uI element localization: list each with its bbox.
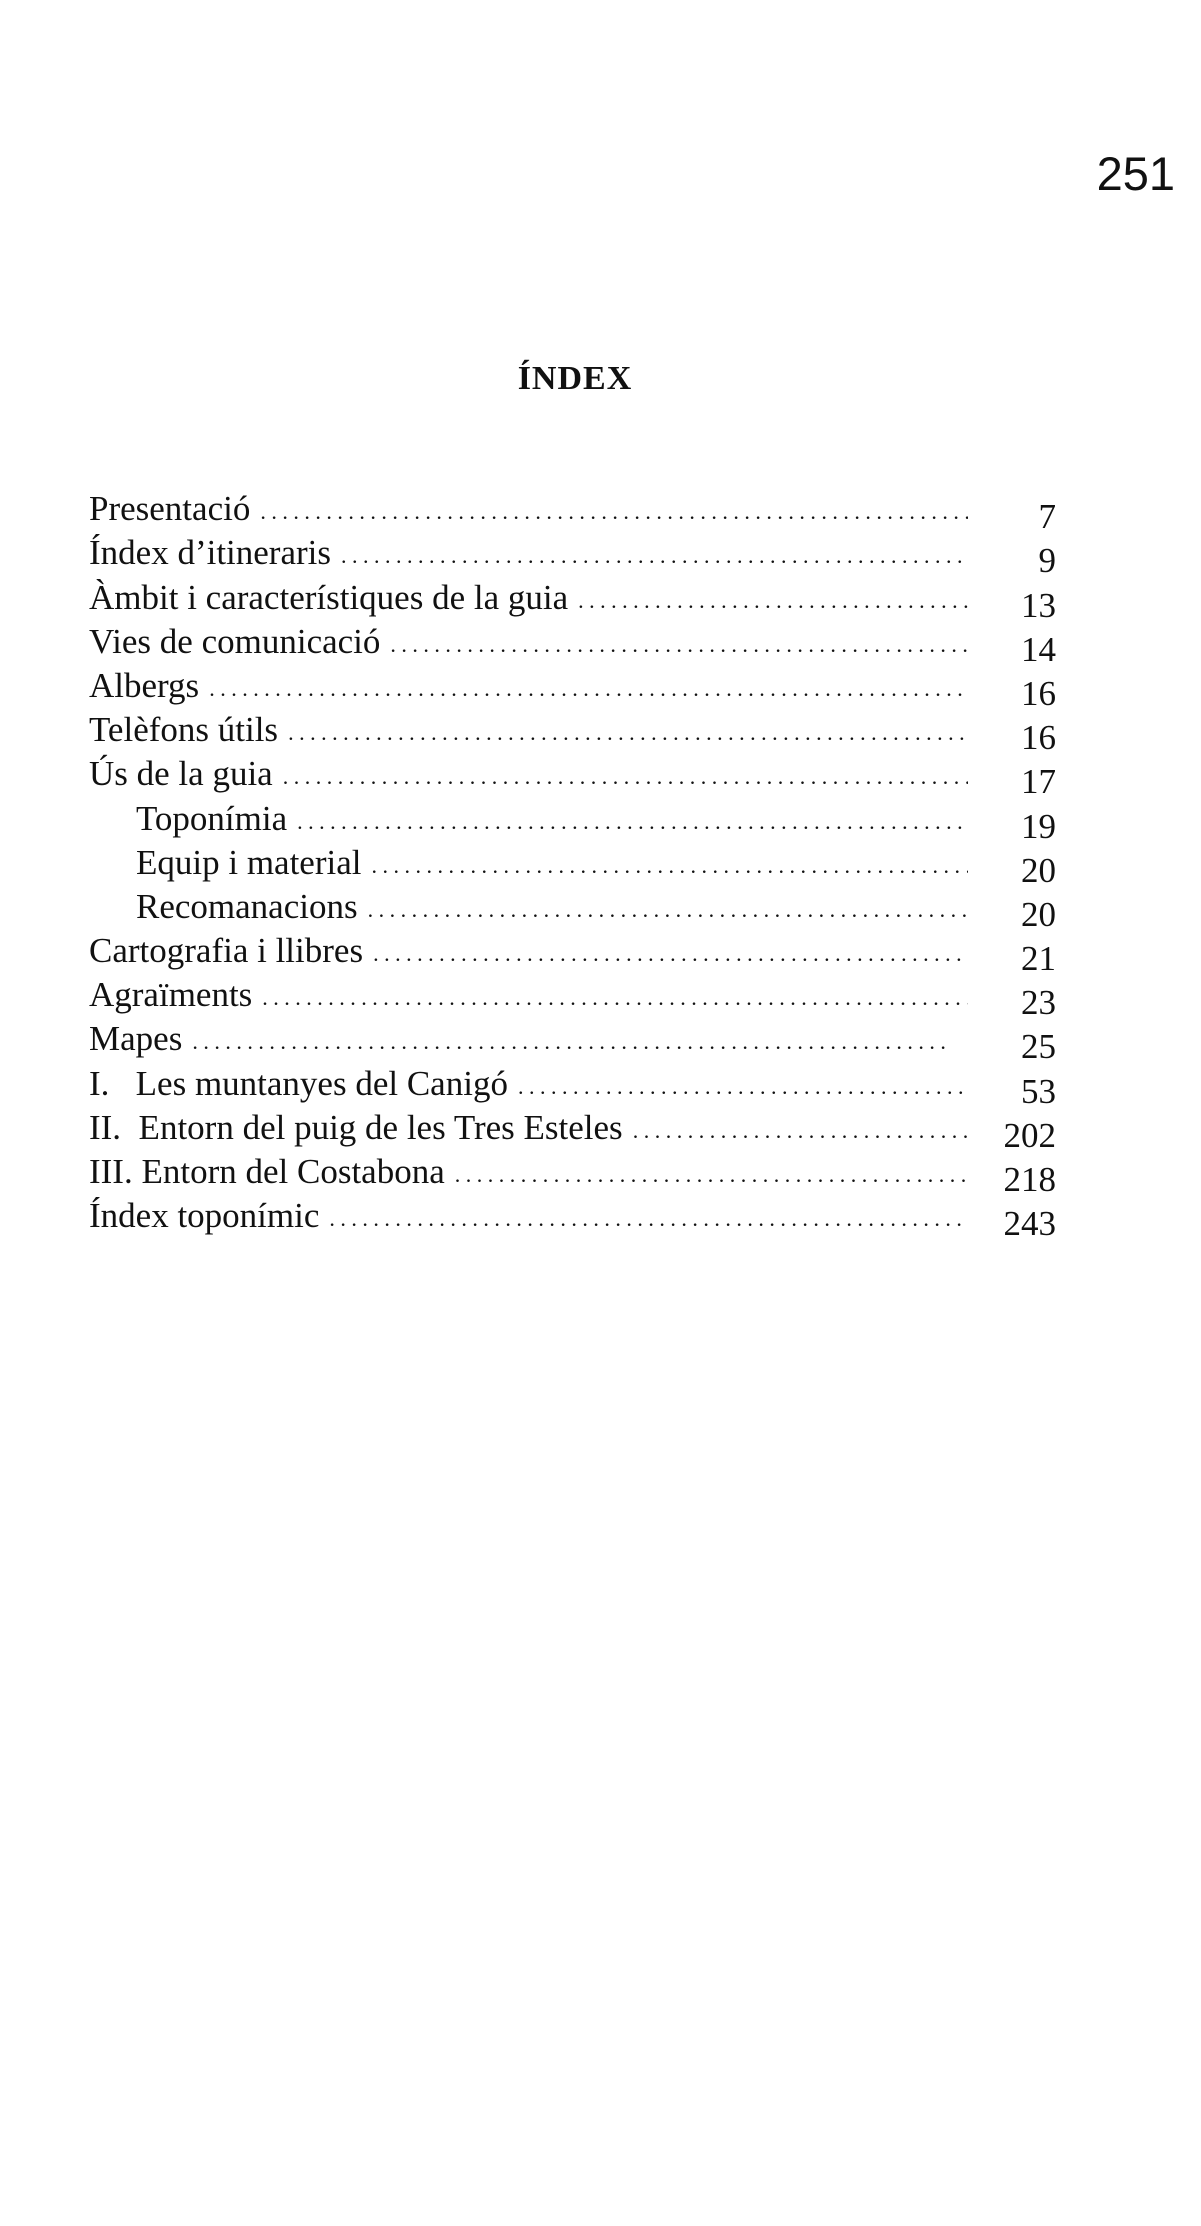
toc-entry-page: 243 <box>1003 1204 1056 1244</box>
toc-entry-page: 202 <box>1003 1115 1056 1155</box>
toc-entry <box>89 1106 1056 1155</box>
toc-entry-page: 9 <box>1038 541 1056 581</box>
dot-leader <box>455 1160 968 1190</box>
toc-entry <box>89 575 1056 625</box>
toc-entry-label: Albergs <box>89 665 200 705</box>
toc-entry-page: 218 <box>1003 1160 1056 1199</box>
dot-leader <box>390 630 968 660</box>
dot-leader <box>260 497 968 527</box>
toc-entry <box>89 1017 1056 1067</box>
dot-leader <box>578 586 968 616</box>
dot-leader <box>192 1027 968 1057</box>
toc-entry <box>89 620 1056 669</box>
dot-leader <box>262 983 968 1013</box>
toc-entry-label: I. Les muntanyes del Canigó <box>89 1063 508 1103</box>
toc-entry-label: Índex toponímic <box>89 1196 320 1236</box>
toc-entry <box>89 1194 1056 1244</box>
toc-entry-label: Toponímia <box>136 798 288 838</box>
toc-entry-page: 13 <box>1021 585 1056 625</box>
toc-entry-page: 25 <box>1021 1027 1056 1067</box>
toc-entry-page: 7 <box>1038 497 1056 537</box>
toc-entry-label: Índex d’itineraris <box>89 533 331 573</box>
page-title: ÍNDEX <box>517 360 633 397</box>
dot-leader <box>283 762 968 792</box>
dot-leader <box>288 718 968 748</box>
toc-entry-page: 20 <box>1021 850 1056 890</box>
dot-leader <box>368 895 968 925</box>
toc-subentry <box>89 841 1056 890</box>
dot-leader <box>209 674 968 704</box>
page-number: 251 <box>1096 147 1175 200</box>
dot-leader <box>329 1204 968 1234</box>
toc-entry <box>89 708 1056 758</box>
table-of-contents <box>89 487 1056 1244</box>
dot-leader <box>373 939 968 969</box>
toc-entry-label: III. Entorn del Costabona <box>89 1152 445 1191</box>
toc-entry-page: 16 <box>1021 673 1056 713</box>
toc-entry-label: Recomanacions <box>136 886 358 926</box>
toc-entry <box>89 1150 1056 1199</box>
toc-entry-page: 23 <box>1021 983 1056 1023</box>
dot-leader <box>341 541 968 571</box>
toc-subentry <box>89 796 1056 846</box>
dot-leader <box>371 851 968 881</box>
toc-entry-page: 17 <box>1021 762 1056 802</box>
toc-entry-page: 53 <box>1021 1071 1056 1111</box>
dot-leader <box>297 807 968 837</box>
toc-entry-page: 20 <box>1021 894 1056 934</box>
toc-entry <box>89 531 1056 581</box>
toc-entry-page: 21 <box>1021 939 1056 979</box>
toc-entry <box>89 973 1056 1023</box>
toc-entry-label: II. Entorn del puig de les Tres Esteles <box>89 1107 623 1147</box>
toc-entry <box>89 664 1056 713</box>
toc-entry-page: 14 <box>1021 629 1056 669</box>
toc-entry-label: Vies de comunicació <box>89 621 381 661</box>
dot-leader <box>633 1116 968 1146</box>
toc-entry-page: 16 <box>1021 718 1056 758</box>
toc-entry <box>89 752 1056 802</box>
toc-subentry <box>89 885 1056 934</box>
toc-entry-page: 19 <box>1021 806 1056 846</box>
toc-entry-label: Presentació <box>89 489 251 529</box>
dot-leader <box>518 1072 968 1102</box>
toc-entry-label: Equip i material <box>136 842 362 882</box>
toc-entry-label: Ús de la guia <box>89 754 273 794</box>
toc-entry-label: Àmbit i característiques de la guia <box>89 577 569 617</box>
toc-entry <box>89 487 1056 537</box>
toc-entry <box>89 1061 1056 1111</box>
toc-entry-label: Telèfons útils <box>89 710 279 750</box>
toc-entry <box>89 929 1056 979</box>
toc-entry-label: Agraïments <box>89 975 253 1015</box>
toc-entry-label: Mapes <box>89 1019 183 1059</box>
toc-entry-label: Cartografia i llibres <box>89 931 364 971</box>
